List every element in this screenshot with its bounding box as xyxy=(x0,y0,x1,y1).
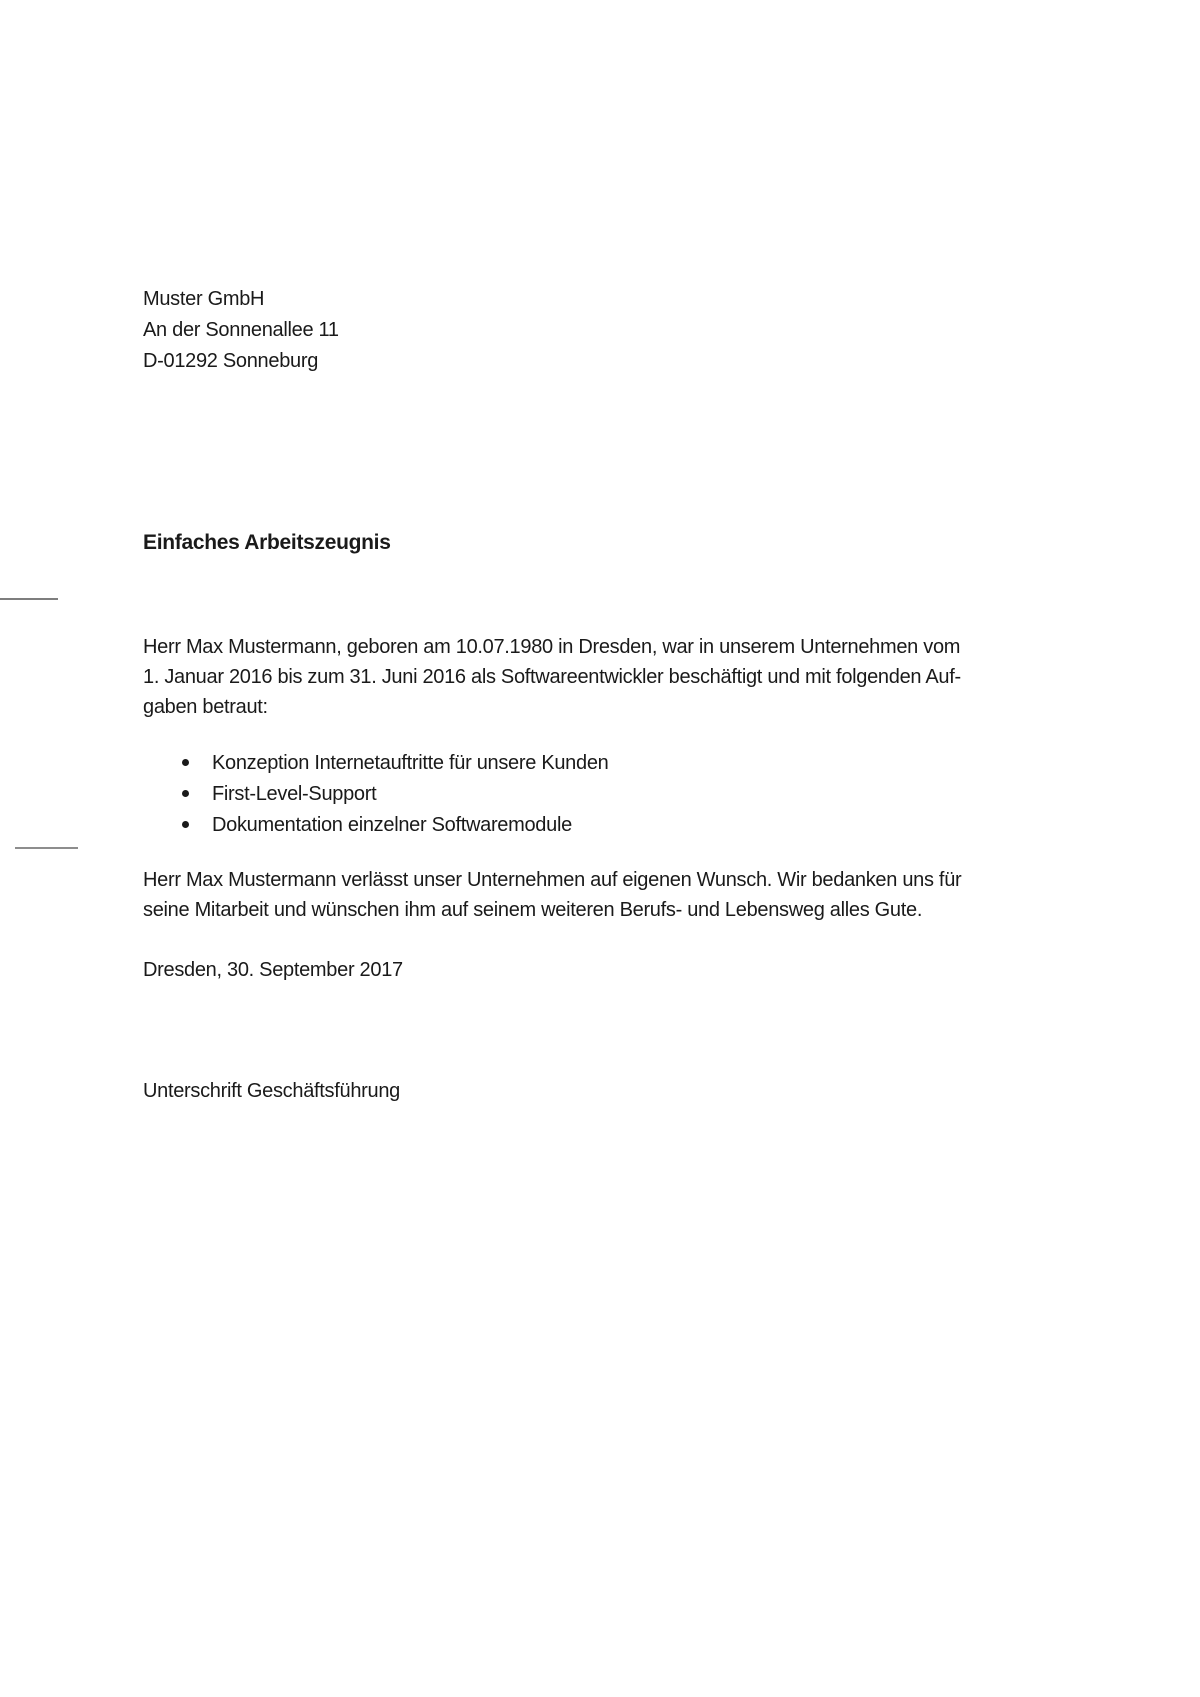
date-line: Dresden, 30. September 2017 xyxy=(143,959,403,981)
task-item xyxy=(143,779,608,810)
task-label: Dokumentation einzelner Softwaremodule xyxy=(212,814,572,836)
intro-paragraph xyxy=(143,632,961,722)
intro-line-1: Herr Max Mustermann, geboren am 10.07.1980 in Dresden, war in unserem Unternehmen vom xyxy=(143,636,961,658)
bullet-icon xyxy=(182,759,189,766)
intro-line-2: 1. Januar 2016 bis zum 31. Juni 2016 als Softwareentwickler beschäftigt und mit folgenden Auf- xyxy=(143,666,961,688)
closing-paragraph xyxy=(143,865,961,925)
task-label: Konzeption Internetauftritte für unsere Kunden xyxy=(212,752,609,774)
sender-address-block xyxy=(143,284,339,377)
closing-line-1: Herr Max Mustermann verlässt unser Unternehmen auf eigenen Wunsch. Wir bedanken uns für xyxy=(143,869,962,891)
fold-mark-center xyxy=(15,847,78,849)
sender-street: An der Sonnenallee 11 xyxy=(143,319,339,341)
sender-city: D-01292 Sonneburg xyxy=(143,350,319,372)
fold-mark-top xyxy=(0,598,58,600)
task-list xyxy=(143,748,608,841)
signature-label: Unterschrift Geschäftsführung xyxy=(143,1080,400,1102)
bullet-icon xyxy=(182,821,189,828)
document-title: Einfaches Arbeitszeugnis xyxy=(143,531,391,554)
closing-line-2: seine Mitarbeit und wünschen ihm auf seinem weiteren Berufs- und Lebensweg alles Gute. xyxy=(143,899,923,921)
task-label: First-Level-Support xyxy=(212,783,377,805)
task-item xyxy=(143,748,608,779)
bullet-icon xyxy=(182,790,189,797)
sender-company: Muster GmbH xyxy=(143,288,265,310)
task-item xyxy=(143,810,608,841)
intro-line-3: gaben betraut: xyxy=(143,696,268,718)
